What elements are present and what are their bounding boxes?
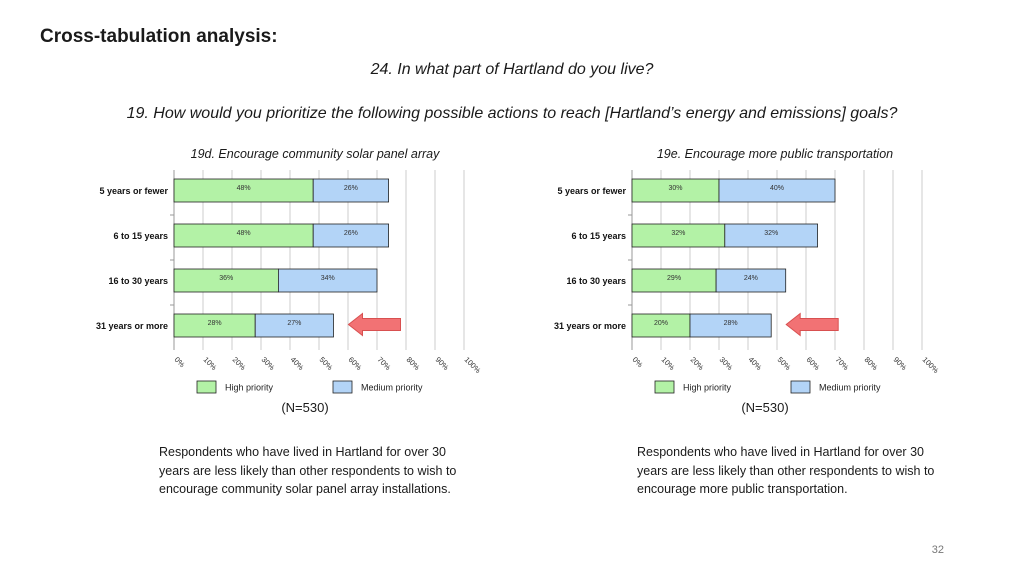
- chart-title-transport: 19e. Encourage more public transportation: [656, 147, 894, 161]
- highlight-arrow-icon: [786, 314, 838, 336]
- data-label: 34%: [320, 275, 335, 282]
- data-label: 32%: [764, 230, 779, 237]
- data-label: 36%: [219, 275, 234, 282]
- x-tick-label: 40%: [746, 355, 764, 373]
- highlight-arrow-icon: [349, 314, 401, 336]
- caption-transport: Respondents who have lived in Hartland for over 30 years are less likely than other respondents to wish to encourage more public transportation.: [637, 445, 935, 496]
- legend-label-high-priority: High priority: [225, 382, 274, 393]
- legend-label-high-priority: High priority: [683, 382, 732, 393]
- data-label: 24%: [743, 275, 758, 282]
- slide-title: Cross-tabulation analysis:: [40, 26, 278, 47]
- chart-transport: [538, 166, 941, 406]
- x-tick-label: 90%: [891, 355, 909, 373]
- category-label: 6 to 15 years: [113, 231, 168, 241]
- data-label: 29%: [667, 275, 682, 282]
- data-label: 26%: [343, 185, 358, 192]
- category-label: 16 to 30 years: [108, 276, 168, 286]
- x-tick-label: 0%: [630, 355, 645, 370]
- chart-solar: [80, 166, 483, 406]
- category-label: 5 years or fewer: [99, 186, 168, 196]
- x-tick-label: 70%: [375, 355, 393, 373]
- caption-solar: Respondents who have lived in Hartland for over 30 years are less likely than other respondents to wish to encourage community solar panel array installations.: [159, 445, 457, 496]
- x-tick-label: 20%: [230, 355, 248, 373]
- x-tick-label: 80%: [404, 355, 422, 373]
- x-tick-label: 40%: [288, 355, 306, 373]
- sample-size-label-solar: (N=530): [281, 400, 329, 415]
- x-tick-label: 50%: [317, 355, 335, 373]
- x-tick-label: 90%: [433, 355, 451, 373]
- sample-size-label-transport: (N=530): [741, 400, 789, 415]
- page-number: 32: [931, 544, 944, 556]
- category-label: 16 to 30 years: [566, 276, 626, 286]
- x-tick-label: 100%: [462, 355, 483, 375]
- x-tick-label: 70%: [833, 355, 851, 373]
- data-label: 30%: [668, 185, 683, 192]
- x-tick-label: 10%: [201, 355, 219, 373]
- data-label: 20%: [653, 320, 669, 327]
- x-tick-label: 20%: [688, 355, 706, 373]
- x-tick-label: 80%: [862, 355, 880, 373]
- data-label: 27%: [287, 320, 302, 327]
- x-tick-label: 30%: [259, 355, 277, 373]
- x-tick-label: 100%: [920, 355, 941, 375]
- legend-swatch-medium-priority: [791, 381, 810, 393]
- category-label: 6 to 15 years: [571, 231, 626, 241]
- data-label: 48%: [236, 230, 251, 237]
- category-label: 31 years or more: [95, 321, 168, 331]
- x-tick-label: 50%: [775, 355, 793, 373]
- data-label: 28%: [723, 320, 738, 327]
- legend-label-medium-priority: Medium priority: [819, 382, 881, 393]
- data-label: 32%: [671, 230, 686, 237]
- category-label: 31 years or more: [553, 321, 626, 331]
- data-label: 28%: [207, 320, 222, 327]
- x-tick-label: 10%: [659, 355, 677, 373]
- question-19-subtitle: 19. How would you prioritize the following possible actions to reach [Hartland’s energy and emissions] goals?: [126, 105, 898, 122]
- legend-swatch-medium-priority: [333, 381, 352, 393]
- legend-swatch-high-priority: [197, 381, 216, 393]
- chart-title-solar: 19d. Encourage community solar panel array: [190, 147, 440, 161]
- x-tick-label: 30%: [717, 355, 735, 373]
- category-label: 5 years or fewer: [557, 186, 626, 196]
- x-tick-label: 60%: [804, 355, 822, 373]
- x-tick-label: 60%: [346, 355, 364, 373]
- legend-swatch-high-priority: [655, 381, 674, 393]
- data-label: 26%: [343, 230, 358, 237]
- data-label: 48%: [236, 185, 251, 192]
- data-label: 40%: [769, 185, 785, 192]
- question-24-subtitle: 24. In what part of Hartland do you live?: [370, 61, 654, 78]
- x-tick-label: 0%: [172, 355, 187, 370]
- legend-label-medium-priority: Medium priority: [361, 382, 423, 393]
